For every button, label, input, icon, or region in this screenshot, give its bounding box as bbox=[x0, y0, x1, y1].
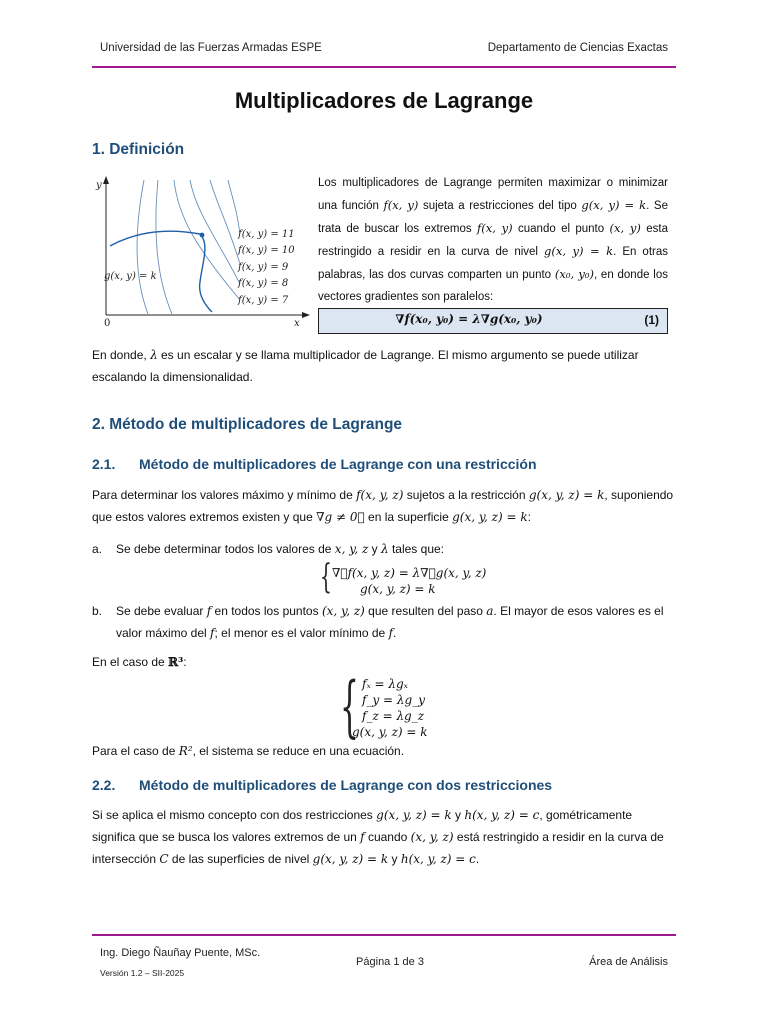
r2-paragraph bbox=[92, 740, 404, 762]
text-run: , el sistema se reduce en una ecuación. bbox=[192, 744, 405, 758]
text-run: y bbox=[368, 542, 382, 556]
system-r3-eq4: g(x, y, z) = k bbox=[352, 725, 428, 739]
math-h-xyz-c: h(x, y, z) = c bbox=[464, 808, 540, 822]
header-department: Departamento de Ciencias Exactas bbox=[487, 42, 668, 54]
math-point-xy: (x, y) bbox=[609, 221, 641, 235]
level-label-9: f(x, y) = 9 bbox=[238, 262, 289, 273]
math-f-xy: f(x, y) bbox=[477, 221, 513, 235]
text-run: En el caso de bbox=[92, 655, 169, 669]
system-a-eq1: ∇⃗f(x, y, z) = λ∇⃗g(x, y, z) bbox=[332, 566, 487, 580]
level-curve-12 bbox=[228, 180, 240, 234]
math-g-xyz-k: g(x, y, z) = k bbox=[376, 808, 452, 822]
level-curve-9 bbox=[174, 180, 240, 300]
math-g-xy-k: g(x, y) = k bbox=[544, 244, 614, 258]
page-title: Multiplicadores de Lagrange bbox=[234, 88, 534, 113]
text-run: . bbox=[393, 626, 397, 640]
text-run: Los multiplicadores de Lagrange permiten maximizar o minimizar una función bbox=[318, 177, 668, 212]
text-run: en todos los puntos bbox=[211, 604, 322, 618]
math-point-xyz: (x, y, z) bbox=[410, 830, 454, 844]
text-run: . El mayor de esos valores es el valor máximo del bbox=[116, 604, 664, 640]
lagrange-figure bbox=[92, 172, 314, 332]
text-run: en la superficie bbox=[364, 510, 453, 524]
level-curve-8 bbox=[156, 180, 172, 314]
section-2-heading: 2. Método de multiplicadores de Lagrange bbox=[92, 416, 403, 433]
text-run: cuando bbox=[364, 830, 411, 844]
math-f: f bbox=[360, 830, 365, 844]
system-r3-brace: { bbox=[340, 668, 359, 745]
text-run: Si se aplica el mismo concepto con dos restricciones bbox=[92, 808, 377, 822]
subsection-2-2-number: 2.2. bbox=[92, 777, 116, 793]
section-1-heading: 1. Definición bbox=[92, 141, 185, 158]
text-run: Para el caso de bbox=[92, 744, 179, 758]
text-run: . bbox=[475, 852, 480, 866]
text-run: . Se trata de buscar los extremos bbox=[318, 200, 668, 235]
text-run: tales que: bbox=[388, 542, 444, 556]
footer-page-number: Página 1 de 3 bbox=[356, 956, 424, 968]
math-h-xyz-c: h(x, y, z) = c bbox=[400, 852, 476, 866]
footer-rule bbox=[92, 934, 676, 936]
text-run: : bbox=[527, 510, 531, 524]
text-run: , gométricamente significa que se busca los valores extremos de un bbox=[92, 808, 633, 844]
math-g-xy-k: g(x, y) = k bbox=[581, 198, 647, 212]
subsection-2-2-paragraph bbox=[92, 804, 676, 870]
math-lambda: λ bbox=[150, 348, 158, 362]
math-xyz: x, y, z bbox=[334, 542, 369, 556]
y-axis-arrow bbox=[103, 176, 109, 184]
equation-1: ∇f(x₀, y₀) = λ∇g(x₀, y₀) bbox=[395, 312, 543, 326]
equation-box bbox=[318, 308, 668, 334]
math-g-xyz-k: g(x, y, z) = k bbox=[452, 510, 528, 524]
text-run: : bbox=[183, 655, 187, 669]
header-institution: Universidad de las Fuerzas Armadas ESPE bbox=[100, 42, 322, 54]
text-run: sujeta a restricciones del tipo bbox=[418, 200, 582, 212]
text-run: Se debe evaluar bbox=[116, 604, 207, 618]
text-run: Se debe determinar todos los valores de bbox=[116, 542, 335, 556]
x-axis-label: x bbox=[294, 318, 300, 329]
subsection-2-1-number: 2.1. bbox=[92, 456, 116, 472]
tangency-point bbox=[200, 233, 205, 238]
lambda-paragraph bbox=[92, 344, 676, 388]
list-item-b bbox=[116, 600, 676, 644]
text-run: , en donde los vectores gradientes son paralelos: bbox=[318, 269, 668, 303]
subsection-2-1-intro bbox=[92, 484, 676, 528]
text-run: . En otras palabras, las dos curvas comparten un punto bbox=[318, 246, 668, 281]
text-run: que resulten del paso bbox=[364, 604, 487, 618]
text-run: Para determinar los valores máximo y mínimo de bbox=[92, 488, 357, 502]
level-curve-11 bbox=[210, 180, 240, 264]
y-axis-label: y bbox=[96, 180, 102, 191]
system-a-brace: { bbox=[320, 557, 332, 597]
list-item-a bbox=[116, 538, 676, 560]
text-run: esta restringido a residir en la curva de nivel bbox=[318, 223, 668, 258]
text-run: , suponiendo que estos valores extremos existen y que bbox=[92, 488, 674, 524]
math-f: f bbox=[388, 626, 394, 640]
math-f: f bbox=[210, 626, 215, 640]
origin-label: 0 bbox=[104, 318, 111, 329]
text-run: y bbox=[451, 808, 465, 822]
math-c: C bbox=[159, 852, 169, 866]
equation-number: (1) bbox=[644, 313, 659, 327]
text-run: está restringido a residir en la curva de intersección bbox=[92, 830, 664, 866]
math-r3: ℝ³ bbox=[168, 655, 184, 669]
header-rule bbox=[92, 66, 676, 68]
math-lambda: λ bbox=[381, 542, 389, 556]
footer-version: Versión 1.2 – SII-2025 bbox=[100, 968, 185, 978]
level-curve-7 bbox=[137, 180, 148, 314]
math-g-xyz-k: g(x, y, z) = k bbox=[312, 852, 389, 866]
math-f-xy: f(x, y) bbox=[383, 198, 419, 212]
text-run: sujetos a la restricción bbox=[403, 488, 529, 502]
math-grad-g-nonzero: ∇g ≠ 0⃗ bbox=[316, 510, 365, 524]
level-label-10: f(x, y) = 10 bbox=[238, 245, 295, 256]
math-a: a bbox=[486, 604, 494, 618]
system-r3-eq3: f_z = λg_z bbox=[362, 709, 425, 723]
level-curves bbox=[137, 180, 240, 314]
footer-author: Ing. Diego Ñauñay Puente, MSc. bbox=[100, 947, 261, 959]
footer-area: Área de Análisis bbox=[589, 956, 668, 968]
constraint-label: g(x, y) = k bbox=[104, 271, 157, 282]
level-label-7: f(x, y) = 7 bbox=[238, 295, 289, 306]
subsection-2-1-title: Método de multiplicadores de Lagrange con una restricción bbox=[139, 456, 537, 472]
text-run: cuando el punto bbox=[512, 223, 610, 235]
math-point-xyz: (x, y, z) bbox=[321, 604, 365, 618]
r3-label bbox=[92, 651, 187, 673]
definition-paragraph bbox=[318, 172, 668, 308]
math-g-xyz-k: g(x, y, z) = k bbox=[528, 488, 605, 502]
system-r3-eq2: f_y = λg_y bbox=[362, 693, 425, 707]
text-run: ; el menor es el valor mínimo de bbox=[214, 626, 389, 640]
system-a-eq2: g(x, y, z) = k bbox=[360, 582, 436, 596]
text-run: En donde, bbox=[92, 348, 151, 362]
text-run: y bbox=[388, 852, 401, 866]
text-run: es un escalar y se llama multiplicador de Lagrange. El mismo argumento se puede utilizar escalando la dimensionalidad. bbox=[92, 348, 639, 384]
math-point-x0y0: (x₀, y₀) bbox=[554, 267, 594, 281]
x-axis-arrow bbox=[302, 312, 310, 318]
list-marker-b: b. bbox=[92, 604, 103, 618]
math-f: f bbox=[206, 604, 212, 618]
system-r3-eq1: fₓ = λgₓ bbox=[362, 677, 408, 691]
text-run: de las superficies de nivel bbox=[168, 852, 313, 866]
math-r2: R² bbox=[178, 744, 193, 758]
list-marker-a: a. bbox=[92, 542, 103, 556]
level-label-11: f(x, y) = 11 bbox=[238, 229, 295, 240]
level-label-8: f(x, y) = 8 bbox=[238, 278, 289, 289]
math-f-xyz: f(x, y, z) bbox=[356, 488, 404, 502]
subsection-2-2-title: Método de multiplicadores de Lagrange con dos restricciones bbox=[139, 777, 553, 793]
